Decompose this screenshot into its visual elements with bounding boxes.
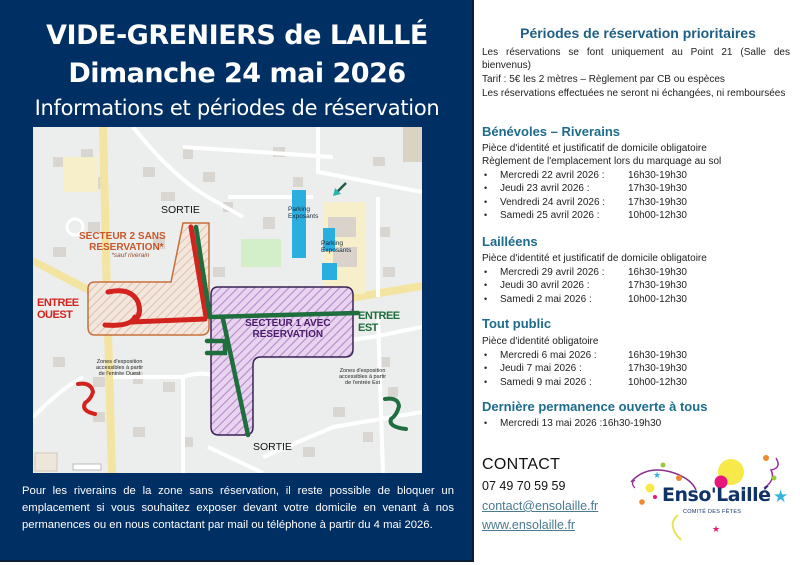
- slot-item: • Jeudi 7 mai 2026 : 17h30-19h30: [484, 363, 687, 375]
- svg-text:★: ★: [773, 487, 789, 507]
- riverains-note: Pour les riverains de la zone sans réservation, il reste possible de bloquer un emplacement si vous souhaitez exposer devant votre domicile en venant à nos permanences ou en nous contactant par mail ou téléphone à partir du 4 mai 2026.: [22, 485, 454, 531]
- section-derniere-permanence-heading: Dernière permanence ouverte à tous: [482, 399, 708, 414]
- enso-laille-logo: [626, 450, 796, 550]
- entree-ouest-label: ENTREE OUEST: [37, 297, 79, 321]
- section-benevoles-slots: [482, 169, 792, 223]
- secteur-2-label: SECTEUR 2 SANS RESERVATION* *sauf riverain: [79, 231, 166, 259]
- event-title: VIDE-GRENIERS de LAILLÉ: [46, 20, 428, 51]
- secteur-1-label: SECTEUR 1 AVEC RESERVATION: [245, 318, 331, 340]
- slot-item: • Mercredi 29 avril 2026 : 16h30-19h30: [484, 267, 687, 278]
- zone-ouest-label: Zones d'exposition accessibles à partir de l'entrée Ouest: [96, 359, 144, 377]
- section-benevoles-heading: Bénévoles – Riverains: [482, 124, 621, 139]
- green-space: [241, 239, 281, 267]
- reservation-periods-title: Périodes de réservation prioritaires: [520, 25, 756, 41]
- slot-item: • Mercredi 6 mai 2026 : 16h30-19h30: [484, 350, 687, 361]
- event-map: [33, 127, 422, 473]
- slot-item: • Jeudi 23 avril 2026 : 17h30-19h30: [484, 183, 687, 195]
- slot-item: • Samedi 2 mai 2026 : 10h00-12h30: [484, 293, 687, 305]
- event-date: Dimanche 24 mai 2026: [68, 58, 406, 89]
- right-panel: [476, 0, 800, 565]
- section-lailleens-heading: Lailléens: [482, 234, 538, 249]
- zone-ouest-marker: [78, 384, 95, 414]
- website-link[interactable]: www.ensolaille.fr: [482, 518, 576, 532]
- compass-icon: [35, 453, 57, 471]
- logo-name: Enso'Laillé: [662, 484, 771, 506]
- section-derniere-permanence-slots: [482, 417, 792, 430]
- intro-tarif: Tarif : 5€ les 2 mètres – Règlement par CB ou espèces: [482, 74, 725, 85]
- slot-item: • Mercredi 13 mai 2026 : 16h30-19h30: [484, 418, 662, 429]
- intro-location: Les réservations se font uniquement au Point 21 (Salle des bienvenus): [482, 47, 790, 72]
- section-lailleens-slots: [482, 266, 792, 306]
- section-benevoles-note-2: Règlement de l'emplacement lors du marquage au sol: [482, 156, 722, 167]
- parking-2-label: Parking Exposants: [321, 240, 352, 254]
- slot-item: • Jeudi 30 avril 2026 : 17h30-19h30: [484, 280, 687, 292]
- map-graphics: [33, 127, 422, 473]
- sortie-north-label: SORTIE: [161, 204, 200, 216]
- contact-email-link[interactable]: contact@ensolaille.fr: [482, 499, 599, 513]
- section-tout-public-heading: Tout public: [482, 316, 552, 331]
- entree-est-label: ENTREE EST: [358, 310, 400, 334]
- intro-no-refund: Les réservations effectuées ne seront ni échangées, ni remboursées: [482, 88, 786, 99]
- parking-1: [292, 190, 306, 258]
- svg-text:★: ★: [712, 525, 721, 535]
- event-subtitle: Informations et périodes de réservation: [34, 96, 440, 120]
- contact-phone: 07 49 70 59 59: [482, 479, 566, 493]
- section-lailleens-note-1: Pièce d'identité et justificatif de domicile obligatoire: [482, 253, 707, 264]
- slot-item: • Vendredi 24 avril 2026 : 17h30-19h30: [484, 196, 687, 208]
- logo-tagline: COMITÉ DES FÊTES: [683, 509, 742, 515]
- section-tout-public-slots: [482, 349, 792, 389]
- slot-item: • Mercredi 22 avril 2026 : 16h30-19h30: [484, 170, 687, 181]
- section-tout-public-note-1: Pièce d'identité obligatoire: [482, 336, 599, 347]
- parking-1-label: Parking Exposants: [288, 206, 319, 220]
- zone-est-label: Zones d'exposition accessibles à partir de l'entrée Est: [339, 368, 387, 386]
- section-benevoles-note-1: Pièce d'identité et justificatif de domicile obligatoire: [482, 143, 707, 154]
- contact-title: CONTACT: [482, 456, 561, 473]
- slot-item: • Samedi 25 avril 2026 : 10h00-12h30: [484, 210, 687, 222]
- svg-text:★: ★: [653, 471, 662, 481]
- slot-item: • Samedi 9 mai 2026 : 10h00-12h30: [484, 376, 687, 388]
- sortie-south-label: SORTIE: [253, 441, 292, 453]
